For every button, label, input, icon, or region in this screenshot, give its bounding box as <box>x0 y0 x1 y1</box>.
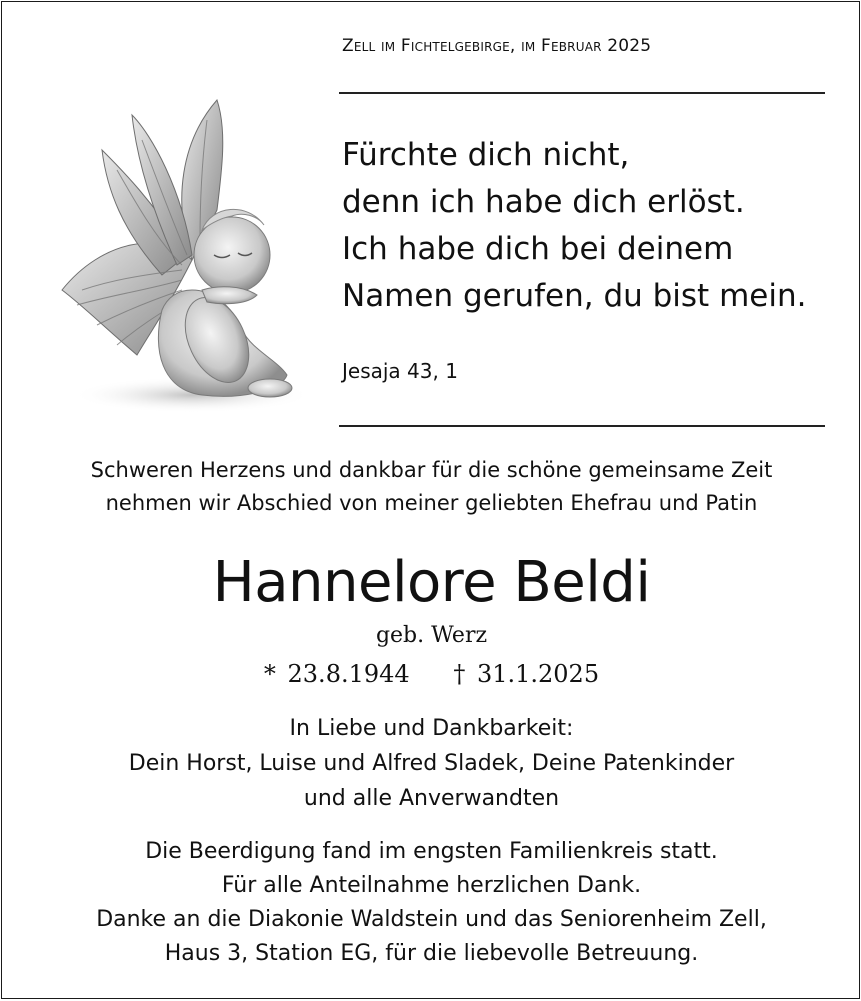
funeral-line: Die Beerdigung fand im engsten Familienkreis statt. <box>145 839 718 864</box>
cherub-angel-icon <box>42 90 302 420</box>
funeral-notice <box>2 835 861 971</box>
intro-text <box>2 454 861 520</box>
intro-line: Schweren Herzens und dankbar für die schöne gemeinsame Zeit <box>90 458 773 482</box>
obituary-notice <box>1 1 860 999</box>
birth-name: geb. Werz <box>375 623 488 648</box>
bible-verse <box>342 132 806 320</box>
verse-line: Namen gerufen, du bist mein. <box>342 278 807 314</box>
funeral-line: Danke an die Diakonie Waldstein und das Seniorenheim Zell, <box>96 907 767 932</box>
verse-line: denn ich habe dich erlöst. <box>342 184 745 220</box>
deceased-name: Hannelore Beldi <box>212 550 651 615</box>
mourners-line: Dein Horst, Luise und Alfred Sladek, Deine Patenkinder <box>128 751 735 776</box>
death-date: † 31.1.2025 <box>453 660 600 688</box>
funeral-line: Haus 3, Station EG, für die liebevolle Betreuung. <box>164 941 699 966</box>
verse-line: Ich habe dich bei deinem <box>342 231 734 267</box>
verse-reference: Jesaja 43, 1 <box>342 359 458 383</box>
intro-line: nehmen wir Abschied von meiner geliebten Ehefrau und Patin <box>105 491 758 515</box>
mourners-line: In Liebe und Dankbarkeit: <box>289 716 574 741</box>
birth-date: * 23.8.1944 <box>263 660 410 688</box>
divider-top <box>339 92 825 94</box>
funeral-line: Für alle Anteilnahme herzlichen Dank. <box>221 873 642 898</box>
mourners-line: und alle Anverwandten <box>303 786 560 811</box>
location-date: Zell im Fichtelgebirge, im Februar 2025 <box>342 36 652 56</box>
divider-bottom <box>339 425 825 427</box>
life-dates <box>2 660 861 688</box>
mourners-list <box>2 711 861 816</box>
verse-line: Fürchte dich nicht, <box>342 137 630 173</box>
